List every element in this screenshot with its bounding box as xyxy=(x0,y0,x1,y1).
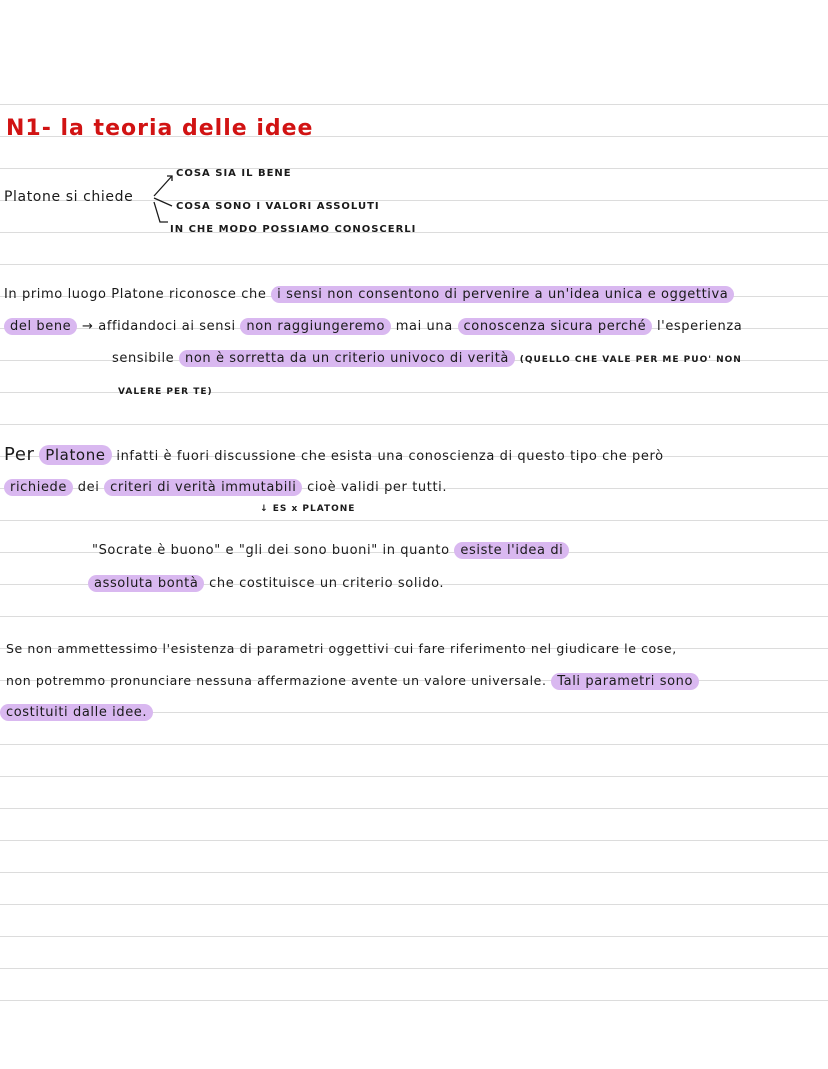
p1-note-2: VALERE PER TE) xyxy=(118,387,213,397)
p1-text-e: sensibile xyxy=(112,351,175,366)
p1-line2 xyxy=(4,318,742,336)
branch-2: COSA SONO I VALORI ASSOLUTI xyxy=(176,201,380,212)
p2-note xyxy=(260,500,355,518)
question-lead: Platone si chiede xyxy=(4,189,134,205)
p2-text-a: Per xyxy=(4,444,35,465)
p2-note-text: ES x PLATONE xyxy=(272,504,356,514)
page-title: N1- la teoria delle idee xyxy=(6,116,314,141)
p1-highlight-5: non è sorretta da un criterio univoco di verità xyxy=(179,350,515,367)
p2-text-d: cioè validi per tutti. xyxy=(307,480,448,495)
p1-text-d: l'esperienza xyxy=(656,319,743,334)
right-arrow-icon: → xyxy=(82,319,94,334)
p2-line1 xyxy=(4,446,664,466)
p3-line3 xyxy=(0,704,153,722)
p2-highlight-5: assoluta bontà xyxy=(88,575,204,592)
p1-text-a: In primo luogo Platone riconosce che xyxy=(4,287,267,302)
p2-highlight-2: richiede xyxy=(4,479,73,496)
p2-quote-line1 xyxy=(92,542,569,560)
p1-line1 xyxy=(4,286,734,304)
p2-highlight-1: Platone xyxy=(39,445,111,465)
p3-highlight-2: costituiti dalle idee. xyxy=(0,704,153,721)
p1-highlight-4: conoscenza sicura perché xyxy=(458,318,653,335)
p1-text-b: affidandoci ai sensi xyxy=(98,319,236,334)
p2-quote-line2 xyxy=(88,575,444,593)
p1-highlight-3: non raggiungeremo xyxy=(240,318,391,335)
p2-text-c: dei xyxy=(77,480,100,495)
p1-highlight-2: del bene xyxy=(4,318,77,335)
p2-quote-text: "Socrate è buono" e "gli dei sono buoni" in quanto xyxy=(92,543,450,558)
p3-line1: Se non ammettessimo l'esistenza di parametri oggettivi cui fare riferimento nel giudicare le cose, xyxy=(6,641,677,656)
p2-text-b: infatti è fuori discussione che esista una conoscienza di questo tipo che però xyxy=(116,449,664,464)
p1-line3 xyxy=(112,350,742,369)
down-arrow-icon: ↓ xyxy=(260,504,269,514)
p2-highlight-3: criteri di verità immutabili xyxy=(104,479,302,496)
p1-text-c: mai una xyxy=(395,319,453,334)
branch-3: IN CHE MODO POSSIAMO CONOSCERLI xyxy=(170,224,417,235)
p2-line2 xyxy=(4,479,447,497)
p3-highlight-1: Tali parametri sono xyxy=(551,673,699,690)
p1-highlight-1: i sensi non consentono di pervenire a un'idea unica e oggettiva xyxy=(271,286,734,303)
p3-line2 xyxy=(6,672,699,691)
branch-1: COSA SIA IL BENE xyxy=(176,168,292,179)
p3-text-a: non potremmo pronunciare nessuna affermazione avente un valore universale. xyxy=(6,673,547,688)
p2-quote-text-2: che costituisce un criterio solido. xyxy=(209,576,445,591)
p2-highlight-4: esiste l'idea di xyxy=(454,542,569,559)
p1-note-1: (QUELLO CHE VALE PER ME PUO' NON xyxy=(519,355,742,365)
